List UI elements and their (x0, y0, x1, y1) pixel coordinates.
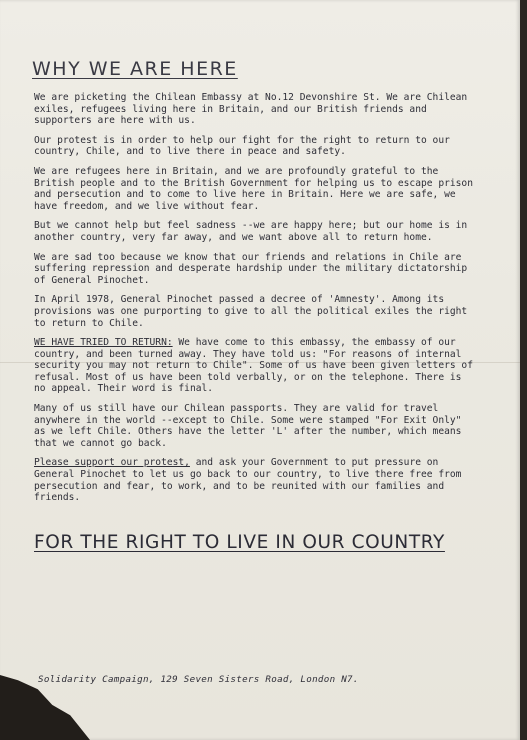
paragraph-protest: Our protest is in order to help our fight for the right to return to our country, Chile, and to live there in peace and safety. (34, 134, 450, 158)
slogan: FOR THE RIGHT TO LIVE IN OUR COUNTRY (34, 532, 445, 553)
tried-to-return-lead: WE HAVE TRIED TO RETURN: (34, 337, 173, 349)
paragraph-sadness: But we cannot help but feel sadness --we are happy here; but our home is in another country, very far away, and we want above all to return home. (34, 220, 468, 243)
page-heading: WHY WE ARE HERE (32, 58, 238, 80)
paragraph-tried-to-return (34, 337, 474, 395)
leaflet-body (34, 92, 474, 512)
paragraph-amnesty: In April 1978, General Pinochet passed a decree of 'Amnesty'. Among its provisions was one purporting to give to all the political exiles the right to return to Chile. (34, 294, 468, 329)
paragraph-support (34, 457, 474, 503)
paragraph-picketing: We are picketing the Chilean Embassy at No.12 Devonshire St. We are Chilean exiles, refugees living here in Britain, and our British friends and supporters are here with us. (34, 92, 468, 127)
tried-to-return-text: We have come to this embassy, the embassy of our country, and been turned away. They have told us: "For reasons of internal security you may not return to Chile". Some of us have been given letters of refusal. Most of us have been told verbally, or on the telephone. There is no appeal. Their word is final. (34, 337, 473, 395)
support-text: and ask your Government to put pressure on General Pinochet to let us go back to our country, to live there free from persecution and fear, to work, and to be reunited with our families and friends. (34, 457, 462, 504)
paragraph-relations: We are sad too because we know that our friends and relations in Chile are suffering repression and desperate hardship under the military dictatorship of General Pinochet. (34, 251, 468, 286)
support-lead: Please support our protest, (34, 457, 190, 469)
footer-address: Solidarity Campaign, 129 Seven Sisters Road, London N7. (38, 674, 359, 685)
paragraph-refugees: We are refugees here in Britain, and we are profoundly grateful to the British people and to the British Government for helping us to escape prison and persecution and to come to live here in Britain. Here we are safe, we have freedom, and we live without fear. (34, 165, 473, 212)
paragraph-passports: Many of us still have our Chilean passports. They are valid for travel anywhere in the world --except to Chile. Some were stamped "For Exit Only" as we left Chile. Others have the letter 'L' after the number, which means that we cannot go back. (34, 403, 462, 449)
